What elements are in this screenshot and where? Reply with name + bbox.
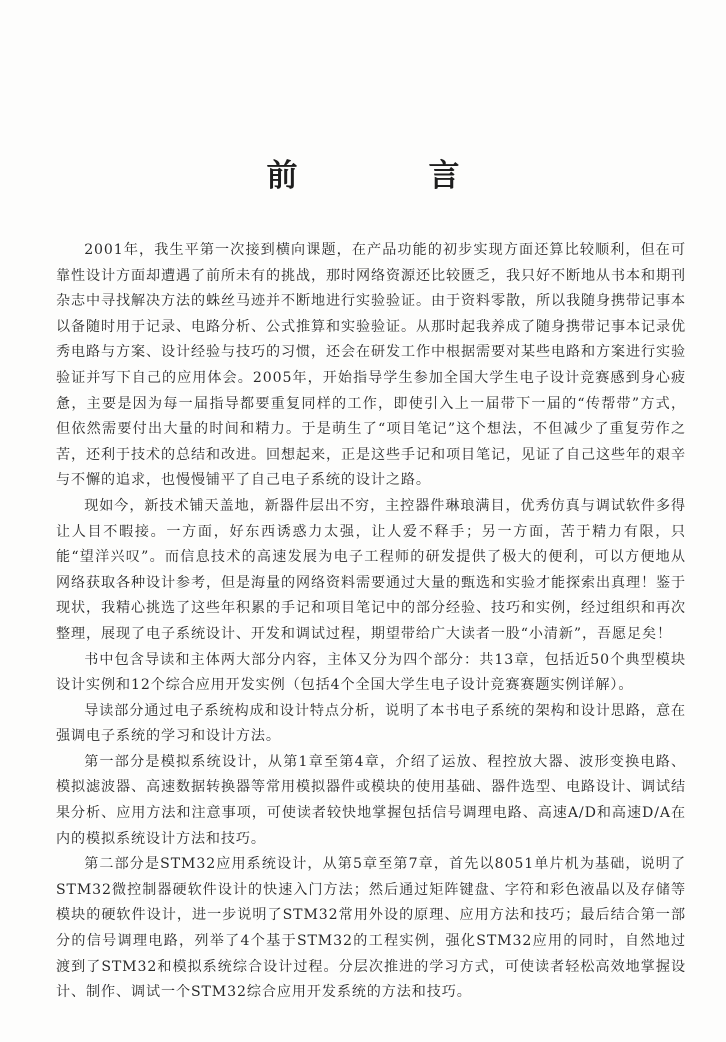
paragraph-6: 第二部分是STM32应用系统设计，从第5章至第7章，首先以8051单片机为基础，说明了STM32微控制器硬软件设计的快速入门方法；然后通过矩阵键盘、字符和彩色液晶以及存储等模块的硬软件设计，进一步说明了STM32常用外设的原理、应用方法和技巧；最后结合第一部分的信号调理电路，列举了4个基于STM32的工程实例，强化STM32应用的同时，自然地过渡到了STM32和模拟系统综合设计过程。分层次推进的学习方式，可使读者轻松高效地掌握设计、制作、调试一个STM32综合应用开发系统的方法和技巧。 <box>56 856 686 1001</box>
page-title: 前 言 <box>266 158 510 194</box>
paragraph-4: 导读部分通过电子系统构成和设计特点分析，说明了本书电子系统的架构和设计思路，意在强调电子系统的学习和设计方法。 <box>56 702 686 745</box>
paragraph-5: 第一部分是模拟系统设计，从第1章至第4章，介绍了运放、程控放大器、波形变换电路、模拟滤波器、高速数据转换器等常用模拟器件或模块的使用基础、器件选型、电路设计、调试结果分析、应用方法和注意事项，可使读者较快地掌握包括信号调理电路、高速A/D和高速D/A在内的模拟系统设计方法和技巧。 <box>56 753 686 847</box>
paragraph-3: 书中包含导读和主体两大部分内容，主体又分为四个部分：共13章，包括近50个典型模块设计实例和12个综合应用开发实例（包括4个全国大学生电子设计竞赛赛题实例详解）。 <box>56 651 686 694</box>
paragraph-2: 现如今，新技术铺天盖地，新器件层出不穷，主控器件琳琅满目，优秀仿真与调试软件多得让人目不暇接。一方面，好东西诱惑力太强，让人爱不释手；另一方面，苦于精力有限，只能“望洋兴叹”。而信息技术的高速发展为电子工程师的研发提供了极大的便利，可以方便地从网络获取各种设计参考，但是海量的网络资料需要通过大量的甄选和实验才能探索出真理！鉴于现状，我精心挑选了这些年积累的手记和项目笔记中的部分经验、技巧和实例，经过组织和再次整理，展现了电子系统设计、开发和调试过程，期望带给广大读者一股“小清新”，吾愿足矣！ <box>56 497 686 642</box>
preface-body <box>56 238 686 1006</box>
paragraph-1: 2001年，我生平第一次接到横向课题，在产品功能的初步实现方面还算比较顺利，但在可靠性设计方面却遭遇了前所未有的挑战，那时网络资源还比较匮乏，我只好不断地从书本和期刊杂志中寻找解决方法的蛛丝马迹并不断地进行实验验证。由于资料零散，所以我随身携带记事本以备随时用于记录、电路分析、公式推算和实验验证。从那时起我养成了随身携带记事本记录优秀电路与方案、设计经验与技巧的习惯，还会在研发工作中根据需要对某些电路和方案进行实验验证并写下自己的应用体会。2005年，开始指导学生参加全国大学生电子设计竞赛感到身心疲惫，主要是因为每一届指导都要重复同样的工作，即使引入上一届带下一届的“传帮带”方式，但依然需要付出大量的时间和精力。于是萌生了“项目笔记”这个想法，不但减少了重复劳作之苦，还利于技术的总结和改进。回想起来，正是这些手记和项目笔记，见证了自己这些年的艰辛与不懈的追求，也慢慢铺平了自己电子系统的设计之路。 <box>56 242 686 489</box>
